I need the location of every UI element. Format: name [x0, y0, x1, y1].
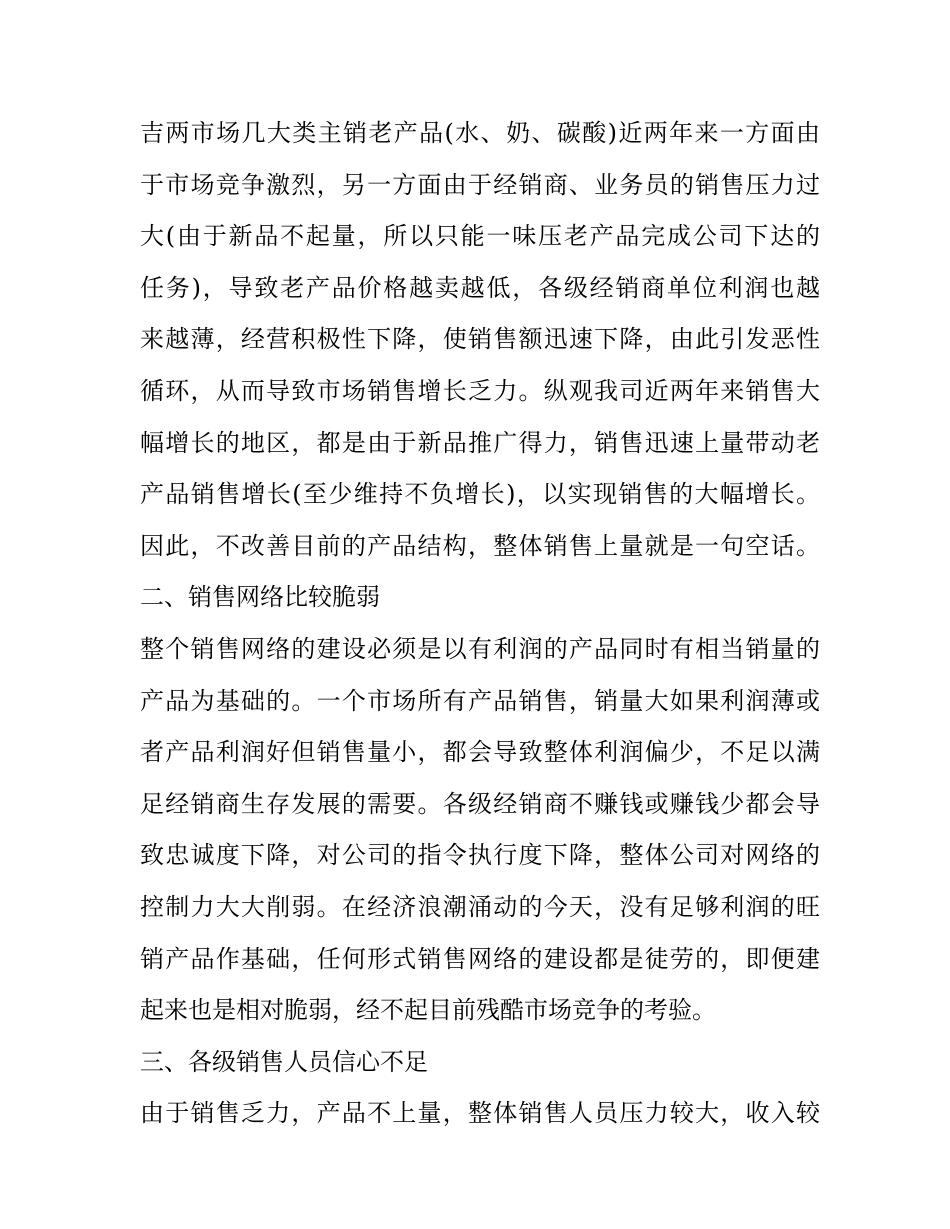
text-line: 任务)，导致老产品价格越卖越低，各级经销商单位利润也越	[140, 273, 820, 302]
text-line: 幅增长的地区，都是由于新品推广得力，销售迅速上量带动老	[140, 428, 820, 457]
text-line: 来越薄，经营积极性下降，使销售额迅速下降，由此引发恶性	[140, 325, 820, 354]
text-line: 整个销售网络的建设必须是以有利润的产品同时有相当销量的	[140, 634, 820, 663]
text-line: 产品销售增长(至少维持不负增长)，以实现销售的大幅增长。	[140, 480, 820, 509]
text-line: 大(由于新品不起量，所以只能一味压老产品完成公司下达的	[140, 222, 820, 251]
text-line: 吉两市场几大类主销老产品(水、奶、碳酸)近两年来一方面由	[140, 119, 820, 147]
text-line: 者产品利润好但销售量小，都会导致整体利润偏少，不足以满	[140, 738, 820, 767]
text-line: 由于销售乏力，产品不上量，整体销售人员压力较大，收入较	[140, 1099, 820, 1128]
text-line: 循环，从而导致市场销售增长乏力。纵观我司近两年来销售大	[140, 376, 820, 405]
text-line: 于市场竞争激烈，另一方面由于经销商、业务员的销售压力过	[140, 170, 820, 199]
text-line: 销产品作基础，任何形式销售网络的建设都是徒劳的，即便建	[140, 944, 820, 973]
text-line: 产品为基础的。一个市场所有产品销售，销量大如果利润薄或	[140, 686, 820, 715]
text-line: 足经销商生存发展的需要。各级经销商不赚钱或赚钱少都会导	[140, 789, 820, 818]
section-heading: 三、各级销售人员信心不足	[140, 1047, 428, 1076]
text-line: 控制力大大削弱。在经济浪潮涌动的今天，没有足够利润的旺	[140, 892, 820, 921]
text-line: 因此，不改善目前的产品结构，整体销售上量就是一句空话。	[140, 531, 820, 560]
section-heading: 二、销售网络比较脆弱	[140, 583, 380, 612]
text-line: 起来也是相对脆弱，经不起目前残酷市场竞争的考验。	[140, 996, 716, 1025]
document-body	[140, 108, 820, 1140]
text-line: 致忠诚度下降，对公司的指令执行度下降，整体公司对网络的	[140, 841, 820, 870]
